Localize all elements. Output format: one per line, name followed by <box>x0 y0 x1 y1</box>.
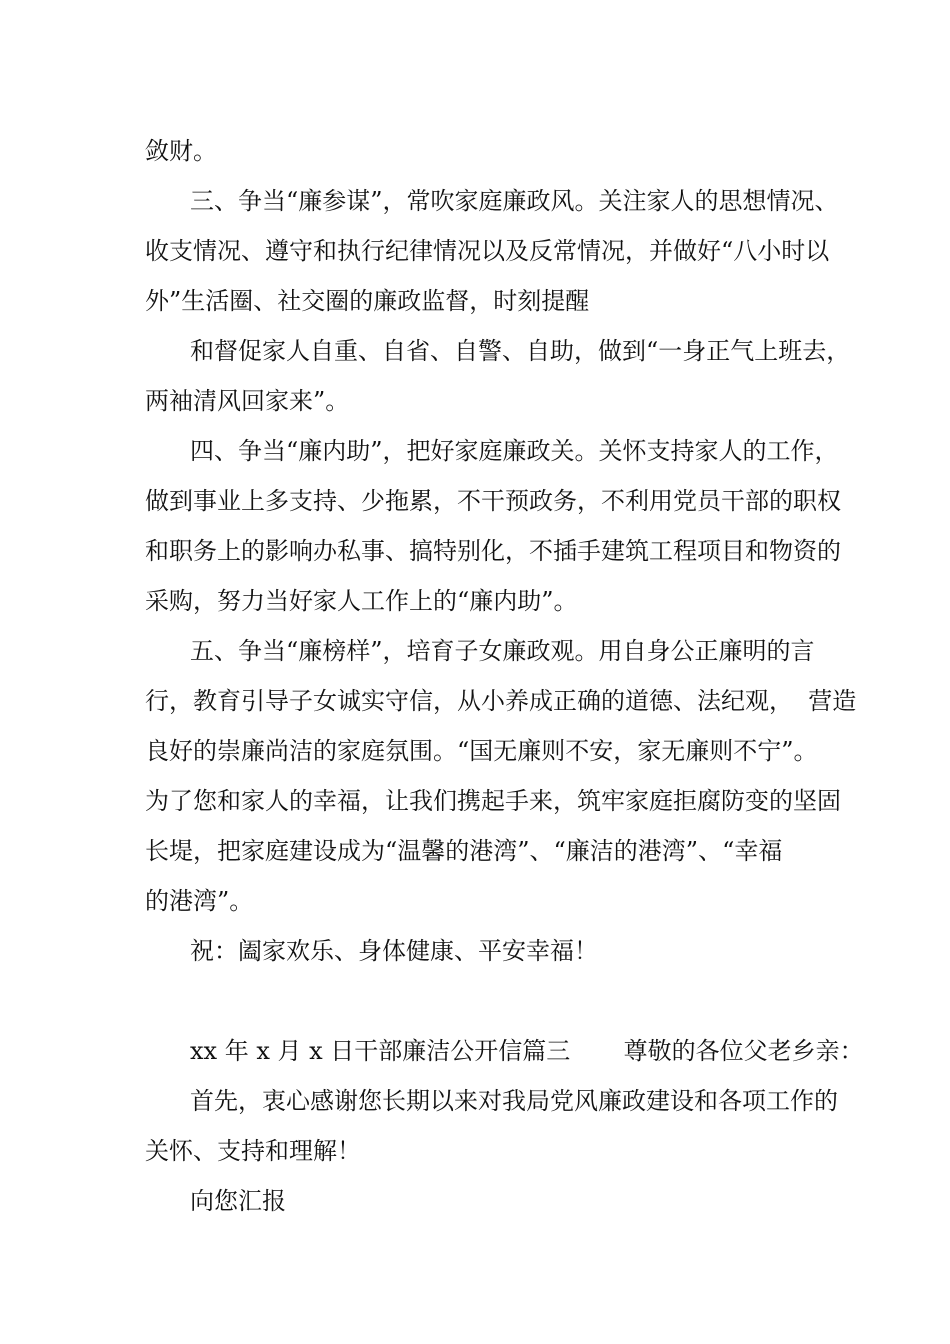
text-line: 外”生活圈、社交圈的廉政监督，时刻提醒 <box>145 287 590 315</box>
text-line: 敛财。 <box>145 137 217 165</box>
text-line: 采购，努力当好家人工作上的“廉内助”。 <box>145 587 578 615</box>
text-line: 和职务上的影响办私事、搞特别化，不插手建筑工程项目和物资的 <box>145 537 841 565</box>
text-line: 长堤，把家庭建设成为“温馨的港湾”、“廉洁的港湾”、“幸福 <box>145 837 783 865</box>
text-line: 两袖清风回家来”。 <box>145 387 350 415</box>
text-line: 四、争当“廉内助”，把好家庭廉政关。关怀支持家人的工作， <box>190 437 839 465</box>
text-line: 关怀、支持和理解！ <box>145 1137 361 1165</box>
text-line: 祝：阖家欢乐、身体健康、平安幸福！ <box>190 937 598 965</box>
text-line: 做到事业上多支持、少拖累，不干预政务，不利用党员干部的职权 <box>145 487 841 515</box>
text-line: 五、争当“廉榜样”，培育子女廉政观。用自身公正廉明的言 <box>190 637 815 665</box>
text-line: 的港湾”。 <box>145 887 254 915</box>
text-line: 向您汇报 <box>190 1187 286 1215</box>
text-line: 和督促家人自重、自省、自警、自助，做到“一身正气上班去， <box>190 337 851 365</box>
text-line: xx 年 x 月 x 日干部廉洁公开信篇三 尊敬的各位父老乡亲： <box>190 1037 864 1065</box>
text-line: 收支情况、遵守和执行纪律情况以及反常情况，并做好“八小时以 <box>145 237 830 265</box>
text-line: 为了您和家人的幸福，让我们携起手来，筑牢家庭拒腐防变的坚固 <box>145 787 841 815</box>
text-line: 行，教育引导子女诚实守信，从小养成正确的道德、法纪观， 营造 <box>145 687 857 715</box>
text-line: 首先，衷心感谢您长期以来对我局党风廉政建设和各项工作的 <box>190 1087 838 1115</box>
text-line: 良好的崇廉尚洁的家庭氛围。“国无廉则不安，家无廉则不宁”。 <box>145 737 818 765</box>
text-line: 三、争当“廉参谋”，常吹家庭廉政风。关注家人的思想情况、 <box>190 187 839 215</box>
